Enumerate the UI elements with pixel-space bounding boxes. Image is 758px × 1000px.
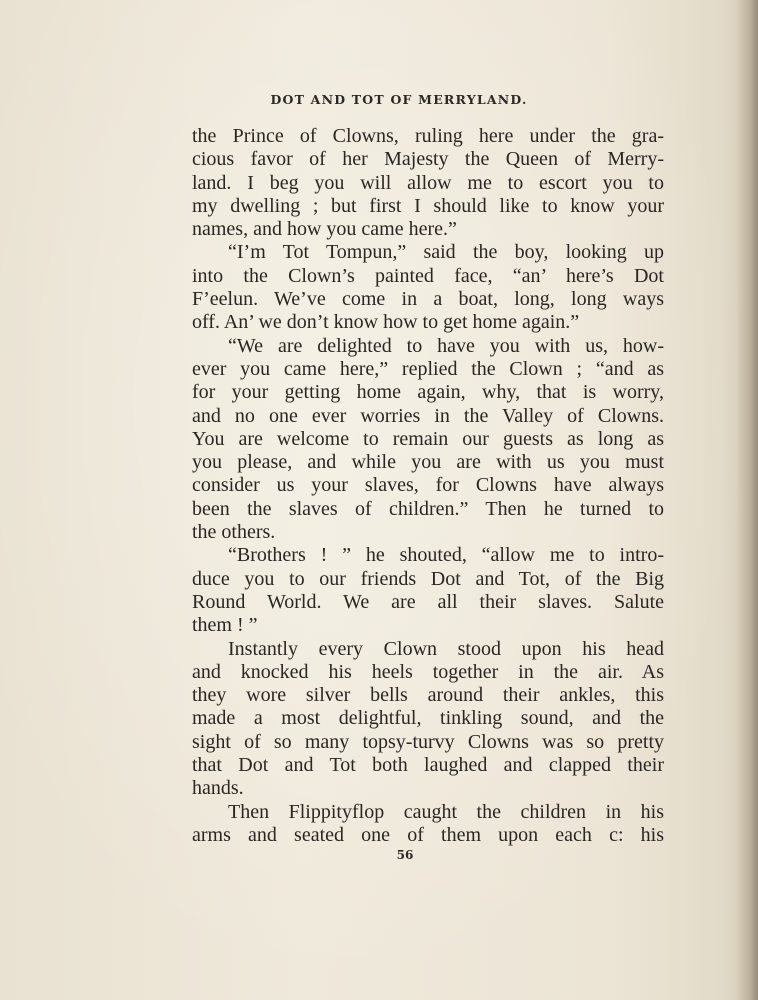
page-number: 56	[396, 848, 414, 862]
text-line: made a most delightful, tinkling sound, and the	[192, 707, 664, 730]
page-edge-shadow	[736, 0, 758, 1000]
text-line: them ! ”	[192, 614, 258, 637]
text-line: ever you came here,” replied the Clown ; “and as	[192, 357, 664, 380]
text-line: You are welcome to remain our guests as long as	[192, 427, 664, 450]
running-header: DOT AND TOT OF MERRYLAND.	[270, 92, 528, 107]
text-line: arms and seated one of them upon each c: his	[192, 823, 664, 846]
text-line: that Dot and Tot both laughed and clapped their	[192, 754, 664, 777]
text-line: off. An’ we don’t know how to get home again.”	[192, 311, 580, 334]
text-line: “I’m Tot Tompun,” said the boy, looking up	[228, 241, 664, 264]
text-line: F’eelun. We’ve come in a boat, long, long ways	[192, 288, 664, 311]
text-line: Then Flippityflop caught the children in his	[228, 800, 664, 823]
text-line: and knocked his heels together in the air. As	[192, 660, 664, 683]
text-line: the Prince of Clowns, ruling here under the gra-	[192, 125, 664, 147]
text-line: duce you to our friends Dot and Tot, of the Big	[192, 567, 664, 590]
text-line: you please, and while you are with us you must	[192, 451, 664, 474]
text-line: land. I beg you will allow me to escort you to	[192, 171, 664, 194]
text-line: the others.	[192, 521, 276, 544]
text-line: consider us your slaves, for Clowns have always	[192, 474, 664, 497]
text-line: “We are delighted to have you with us, how-	[228, 334, 664, 357]
text-line: into the Clown’s painted face, “an’ here’s Dot	[192, 264, 664, 287]
text-line: sight of so many topsy-turvy Clowns was so pretty	[192, 730, 664, 753]
text-line: cious favor of her Majesty the Queen of Merry-	[192, 148, 664, 171]
text-line: they wore silver bells around their ankles, this	[192, 684, 664, 707]
text-line: Instantly every Clown stood upon his head	[228, 637, 664, 660]
text-line: for your getting home again, why, that is worry,	[192, 381, 664, 404]
text-line: names, and how you came here.”	[192, 218, 457, 241]
text-line: hands.	[192, 777, 244, 800]
body-text	[192, 125, 664, 847]
text-line: “Brothers ! ” he shouted, “allow me to intro-	[228, 544, 664, 567]
text-line: been the slaves of children.” Then he turned to	[192, 497, 664, 520]
text-line: Round World. We are all their slaves. Salute	[192, 590, 664, 613]
text-line: and no one ever worries in the Valley of Clowns.	[192, 404, 664, 427]
text-line: my dwelling ; but first I should like to know your	[192, 194, 664, 217]
